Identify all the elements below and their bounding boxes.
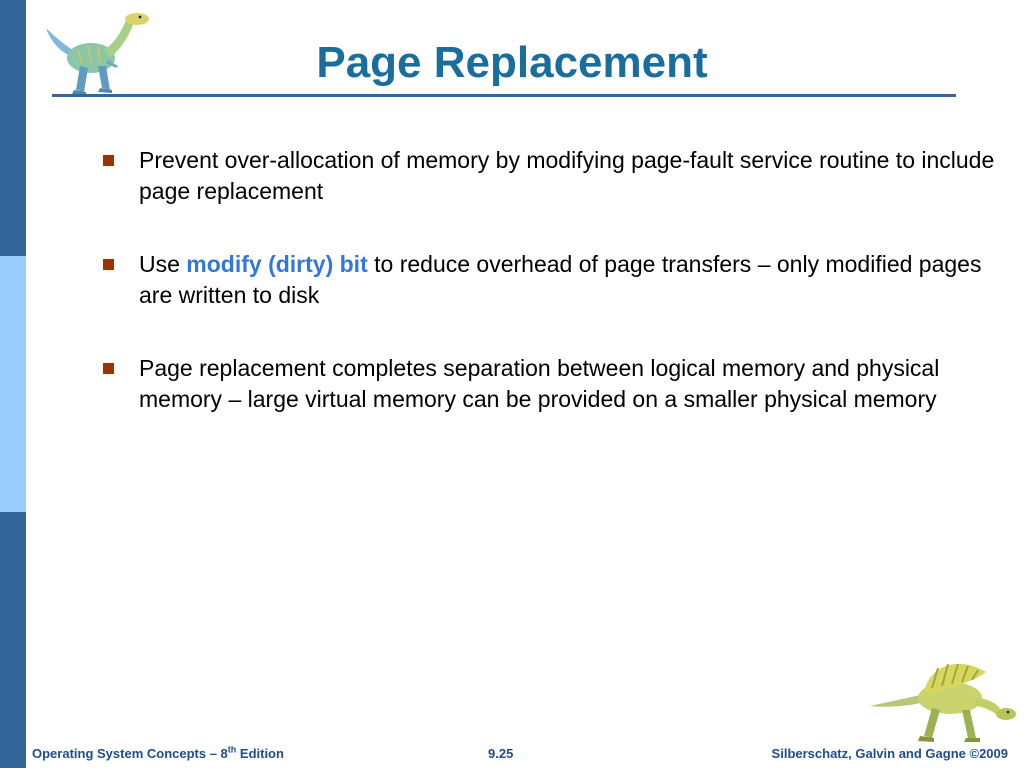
square-bullet-icon: [103, 155, 114, 166]
sidebar-segment-middle: [0, 256, 26, 512]
sidebar-segment-bottom: [0, 512, 26, 768]
footer-edition-superscript: th: [227, 744, 237, 755]
slide-number: 9.25: [488, 746, 514, 761]
footer-book-title-prefix: Operating System Concepts – 8: [32, 746, 228, 761]
footer-book-title: [32, 746, 284, 761]
bullet-list: [100, 145, 1010, 457]
page-title: Page Replacement: [316, 38, 708, 87]
footer-book-title-suffix: Edition: [236, 746, 284, 761]
sidebar-stripe: [0, 0, 26, 768]
footer-copyright: Silberschatz, Galvin and Gagne ©2009: [771, 746, 1008, 761]
bullet-text-before: Use: [139, 251, 187, 277]
bullet-text: Prevent over-allocation of memory by modifying page-fault service routine to include page replacement: [139, 147, 995, 204]
list-item: [100, 249, 1010, 311]
list-item: [100, 145, 1010, 207]
bullet-text: Page replacement completes separation between logical memory and physical memory – large virtual memory can be provided on a smaller physical memory: [139, 355, 940, 412]
square-bullet-icon: [103, 363, 114, 374]
dinosaur-icon: [868, 658, 1018, 746]
title-divider: [52, 94, 956, 97]
square-bullet-icon: [103, 259, 114, 270]
highlighted-term: modify (dirty) bit: [186, 251, 368, 277]
bullet-text-after: to reduce overhead of page transfers – only modified pages are written to disk: [139, 251, 982, 308]
list-item: [100, 353, 1010, 415]
